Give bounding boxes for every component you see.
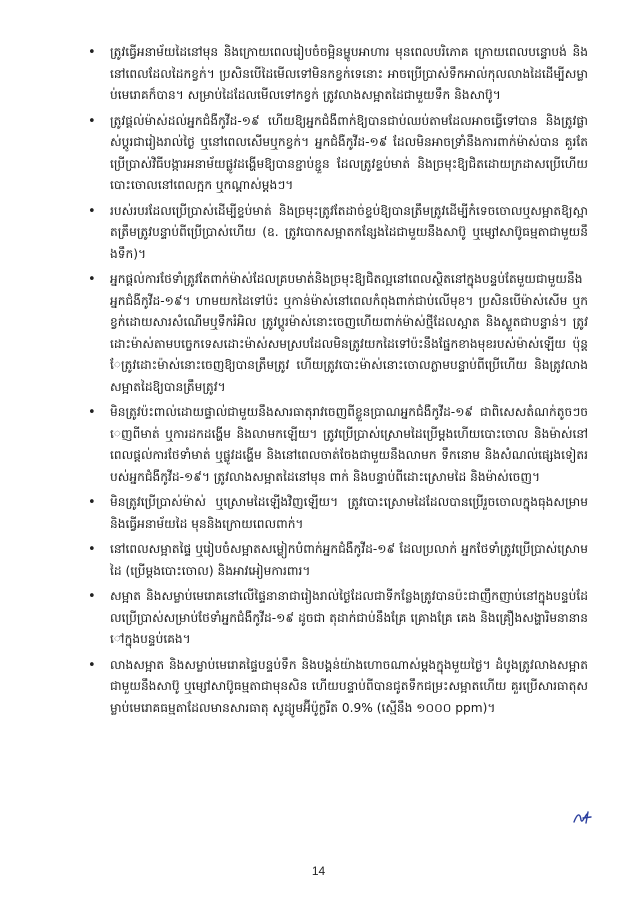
list-item-text: នៅពេលសម្អាតផ្ទៃ ឬរៀបចំសម្អាតសម្លៀកបំពាក់អ្នកជំងឺកូវីដ-១៩ ដែលប្រលាក់ អ្នកថែទាំត្រូវប្រើប្រាស់ស្រោមដៃ (ប្រើម្តងបោះចោល) និងអាវអៀមការពារ។ [110, 542, 588, 578]
list-item [88, 201, 588, 266]
initials-signature [572, 808, 594, 826]
bullet: • [88, 657, 96, 673]
list-item [88, 492, 588, 535]
list-item [88, 42, 588, 107]
list-item-text: លាងសម្អាត និងសម្លាប់មេរោគផ្ទៃបន្ទប់ទឹក និងបង្គន់យ៉ាងហោចណាស់ម្តងក្នុងមួយថ្ងៃ។ ដំបូងត្រូវលាងសម្អាតជាមួយនឹងសាប៊ូ ឬម្សៅសាប៊ូធម្មតាជាមុនសិន ហើយបន្ទាប់ពីបានជូតទឹកជម្រះសម្អាតហើយ គួរប្រើសារធាតុសម្លាប់មេរោគធម្មតាដែលមានសារធាតុ សូដ្យូមអ៊ីប៉ូក្លរីត 0.9% (ស្មើនឹង ១០០០ ppm)។ [110, 657, 588, 715]
list-item-text: ត្រូវធ្វើអនាម័យដៃនៅមុន និងក្រោយពេលរៀបចំចម្អិនម្ហូបអាហារ មុនពេលបរិភោគ ក្រោយពេលបន្ទោបង់ និងនៅពេលដែលដៃកខ្វក់។ ប្រសិនបើដៃមើលទៅមិនកខ្វក់ទេនោះ អាចប្រើប្រាស់ទឹកអាល់កុលលាងដៃដើម្បីសម្លាប់មេរោគក៏បាន។ សម្រាប់ដៃដែលមើលទៅកខ្វក់ ត្រូវលាងសម្អាតដៃជាមួយទឹក និងសាប៊ូ។ [110, 45, 588, 102]
list-item-text: មិនត្រូវប៉ះពាល់ដោយផ្ទាល់ជាមួយនឹងសារធាតុរាវចេញពីខ្លួនប្រាណអ្នកជំងឺកូវីដ-១៩ ជាពិសេសតំណក់តូចៗចេញពីមាត់ ឬការដកដង្ហើម និងលាមកឡើយ។ ត្រូវប្រើប្រាស់ស្រោមដៃប្រើម្តងហើយបោះចោល និងម៉ាស់នៅពេលផ្តល់ការថែទាំមាត់ ឬផ្លូវដង្ហើម និងនៅពេលចាត់ចែងជាមួយនឹងលាមក ទឹកនោម និងសំណល់ផ្សេងទៀតរបស់អ្នកជំងឺកូវីដ-១៩។ ត្រូវលាងសម្អាតដៃនៅមុន ពាក់ និងបន្ទាប់ពីដោះស្រោមដៃ និងម៉ាស់ចេញ។ [110, 405, 588, 484]
list-item-text: ត្រូវផ្តល់ម៉ាស់ដល់អ្នកជំងឺកូវីដ-១៩ ហើយឱ្យអ្នកជំងឺពាក់ឱ្យបានជាប់ឈប់តាមដែលអាចធ្វើទៅបាន និងត្រូវផ្លាស់ប្តូរជារៀងរាល់ថ្ងៃ ឬនៅពេលសើមឬកខ្វក់។ អ្នកជំងឺកូវីដ-១៩ ដែលមិនអាចទ្រាំនឹងការពាក់ម៉ាស់បាន គួរតែប្រើប្រាស់វិធីបង្ការអនាម័យផ្លូវដង្ហើមឱ្យបានខ្ជាប់ខ្ជួន ដែលត្រូវខ្ទប់មាត់ និងច្រមុះឱ្យជិតដោយក្រដាសប្រើហើយបោះចោលនៅពេលក្អក ឬកណ្តាស់ម្តងៗ។ [110, 113, 588, 192]
list-item [88, 111, 588, 197]
list-item [88, 402, 588, 488]
list-item-text: អ្នកផ្តល់ការថែទាំត្រូវតែពាក់ម៉ាស់ដែលគ្របមាត់និងច្រមុះឱ្យជិតល្អនៅពេលស្ថិតនៅក្នុងបន្ទប់តែមួយជាមួយនឹងអ្នកជំងឺកូវីដ-១៩។ ហាមយកដៃទៅប៉ះ ឬកាន់ម៉ាស់នៅពេលកំពុងពាក់ជាប់លើមុខ។ ប្រសិនបើម៉ាស់សើម ឬកខ្វក់ដោយសារសំណើមឬទឹករំអិល ត្រូវប្តូរម៉ាស់នោះចេញហើយពាក់ម៉ាស់ថ្មីដែលស្អាត និងស្ងួតជាបន្ទាន់។ ត្រូវដោះម៉ាស់តាមបច្ចេកទេសដោះម៉ាស់សមស្របដែលមិនត្រូវយកដៃទៅប៉ះនឹងផ្នែកខាងមុខរបស់ម៉ាស់ឡើយ ប៉ុន្តែត្រូវដោះម៉ាស់នោះចេញឱ្យបានត្រឹមត្រូវ ហើយត្រូវបោះម៉ាស់នោះចោលភ្លាមបន្ទាប់ពីប្រើហើយ និងត្រូវលាងសម្អាតដៃឱ្យបានត្រឹមត្រូវ។ [110, 272, 588, 394]
bullet: • [88, 589, 96, 604]
bullet: • [88, 113, 96, 129]
bullet: • [88, 405, 96, 420]
list-item [88, 586, 588, 651]
list-item [88, 655, 588, 720]
bullet: • [88, 495, 96, 510]
page-number: 14 [311, 864, 326, 878]
list-item-text: មិនត្រូវប្រើប្រាស់ម៉ាស់ ឬស្រោមដៃឡើងវិញឡើយ។ ត្រូវបោះស្រោមដៃដែលបានប្រើរួចចោលក្នុងធុងសម្រាម និងធ្វើអនាម័យដៃ មុននិងក្រោយពេលពាក់។ [110, 495, 588, 531]
bullet: • [88, 45, 96, 60]
list-item [88, 539, 588, 582]
list-item-text: របស់របរដែលប្រើប្រាស់ដើម្បីខ្ទប់មាត់ និងច្រមុះត្រូវតែដាច់ខ្ទប់ឱ្យបានត្រឹមត្រូវដើម្បីកំទេចចោលឬសម្អាតឱ្យស្អាតត្រឹមត្រូវបន្ទាប់ពីប្រើប្រាស់ហើយ (ឧ. ត្រូវបោកសម្អាតកន្សែងដៃជាមួយនឹងសាប៊ូ ឬម្សៅសាប៊ូធម្មតាជាមួយនឹងទឹក)។ [110, 203, 588, 261]
bullet: • [88, 203, 96, 219]
bullet: • [88, 542, 96, 557]
list-item [88, 269, 588, 398]
guideline-list [88, 42, 588, 723]
bullet: • [88, 272, 96, 287]
list-item-text: សម្អាត និងសម្លាប់មេរោគនៅលើផ្ទៃនានាជារៀងរាល់ថ្ងៃដែលជាទីកន្លែងត្រូវបានប៉ះជាញឹកញាប់នៅក្នុងបន្ទប់ដែលប្រើប្រាស់សម្រាប់ថែទាំអ្នកជំងឺកូវីដ-១៩ ដូចជា តុដាក់ជាប់នឹងគ្រែ គ្រោងគ្រែ គេង និងគ្រឿងសង្ហារិមនានានៅក្នុងបន្ទប់គេង។ [110, 589, 588, 646]
